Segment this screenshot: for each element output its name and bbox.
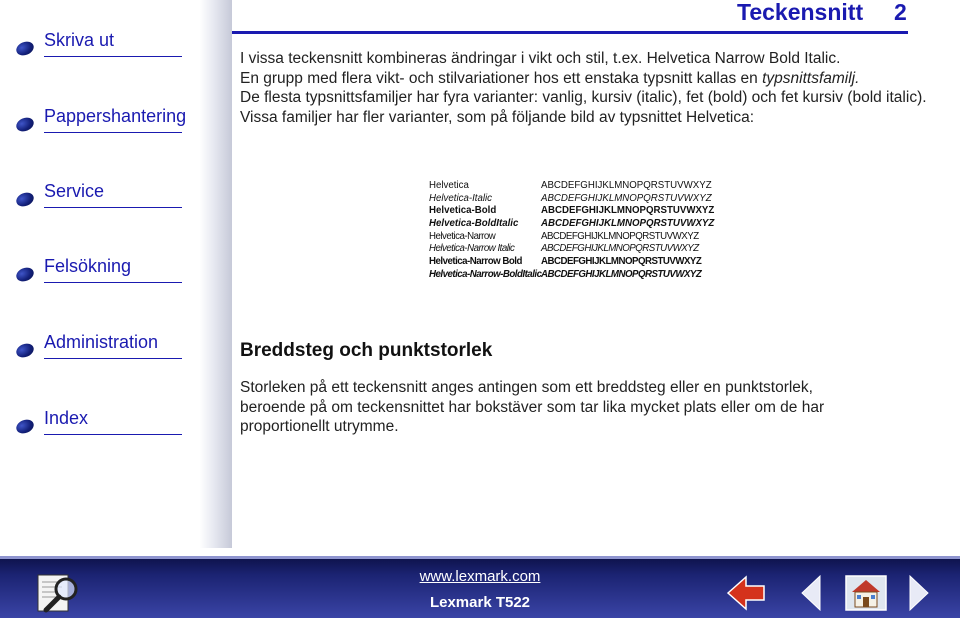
font-sample-alphabet: ABCDEFGHIJKLMNOPQRSTUVWXYZ	[541, 218, 715, 230]
font-sample-name: Helvetica-Narrow Bold	[429, 256, 522, 268]
font-sample-name: Helvetica-Narrow Italic	[429, 243, 515, 255]
font-sample-row	[429, 180, 729, 193]
font-sample-alphabet: ABCDEFGHIJKLMNOPQRSTUVWXYZ	[541, 268, 702, 280]
font-sample-alphabet: ABCDEFGHIJKLMNOPQRSTUVWXYZ	[541, 180, 712, 191]
intro-line: I vissa teckensnitt kombineras ändringar i vikt och stil, t.ex. Helvetica Narrow Bold Italic.	[240, 50, 841, 67]
sidebar-item-label: Skriva ut	[44, 30, 115, 50]
font-sample-alphabet: ABCDEFGHIJKLMNOPQRSTUVWXYZ	[541, 256, 702, 268]
font-sample-name: Helvetica-Italic	[429, 192, 492, 204]
sidebar-item-administration[interactable]	[16, 332, 182, 362]
footer-model-name: Lexmark T522	[429, 594, 531, 611]
font-sample-row	[429, 205, 729, 218]
page-number: 2	[894, 0, 907, 25]
sidebar-item-index[interactable]	[16, 408, 182, 438]
bullet-icon	[14, 190, 36, 209]
font-sample-alphabet: ABCDEFGHIJKLMNOPQRSTUVWXYZ	[541, 243, 699, 255]
bullet-icon	[14, 115, 36, 134]
font-sample-row	[429, 231, 729, 244]
font-sample-name: Helvetica-Narrow	[429, 230, 496, 242]
intro-text: En grupp med flera vikt- och stilvariationer hos ett enstaka typsnitt kallas en	[240, 69, 763, 87]
footer-divider	[0, 556, 960, 559]
font-sample-name: Helvetica-Narrow-BoldItalic	[429, 268, 542, 280]
sidebar-item-service[interactable]	[16, 181, 182, 211]
divider	[44, 56, 182, 57]
font-sample-name: Helvetica-Bold	[429, 205, 497, 217]
title-divider	[232, 31, 908, 34]
sidebar-item-label: Administration	[44, 332, 159, 352]
intro-term: typsnittsfamilj.	[762, 69, 860, 87]
divider	[44, 132, 182, 133]
font-sample-name: Helvetica	[429, 180, 469, 191]
intro-paragraph	[240, 49, 930, 127]
font-sample-row	[429, 218, 729, 231]
font-sample-row	[429, 243, 729, 256]
font-sample-alphabet: ABCDEFGHIJKLMNOPQRSTUVWXYZ	[541, 205, 715, 217]
sidebar-item-pappershantering[interactable]	[16, 106, 187, 136]
sidebar-item-skriva-ut[interactable]	[16, 30, 182, 60]
bullet-icon	[14, 341, 36, 360]
bullet-icon	[14, 265, 36, 284]
sidebar-item-felsokning[interactable]	[16, 256, 182, 286]
footer-url-link[interactable]: www.lexmark.com	[419, 568, 541, 585]
sidebar-item-label: Felsökning	[44, 256, 132, 276]
font-sample-row	[429, 193, 729, 206]
sidebar-item-label: Pappershantering	[44, 106, 187, 126]
font-sample-row	[429, 269, 729, 282]
font-sample-figure	[429, 180, 729, 282]
divider	[44, 207, 182, 208]
font-sample-name: Helvetica-BoldItalic	[429, 218, 519, 230]
section-body: Storleken på ett teckensnitt anges antingen som ett breddsteg eller en punktstorlek, beroende på om teckensnittet har bokstäver som tar lika mycket plats eller om de har proportionellt utrymme.	[240, 379, 825, 436]
bullet-icon	[14, 417, 36, 436]
intro-line	[240, 69, 930, 89]
page-title: Teckensnitt	[737, 0, 864, 25]
divider	[44, 282, 182, 283]
font-sample-alphabet: ABCDEFGHIJKLMNOPQRSTUVWXYZ	[541, 192, 712, 204]
font-sample-alphabet: ABCDEFGHIJKLMNOPQRSTUVWXYZ	[541, 230, 699, 242]
sidebar-item-label: Service	[44, 181, 105, 201]
intro-line: De flesta typsnittsfamiljer har fyra varianter: vanlig, kursiv (italic), fet (bold) och fet kursiv (bold italic). Vissa familjer har fler varianter, som på följande bild av typsnittet Helvetica:	[240, 89, 927, 126]
divider	[44, 434, 182, 435]
divider	[44, 358, 182, 359]
bullet-icon	[14, 39, 36, 58]
section-heading: Breddsteg och punktstorlek	[240, 340, 493, 361]
sidebar-item-label: Index	[44, 408, 89, 428]
font-sample-row	[429, 256, 729, 269]
